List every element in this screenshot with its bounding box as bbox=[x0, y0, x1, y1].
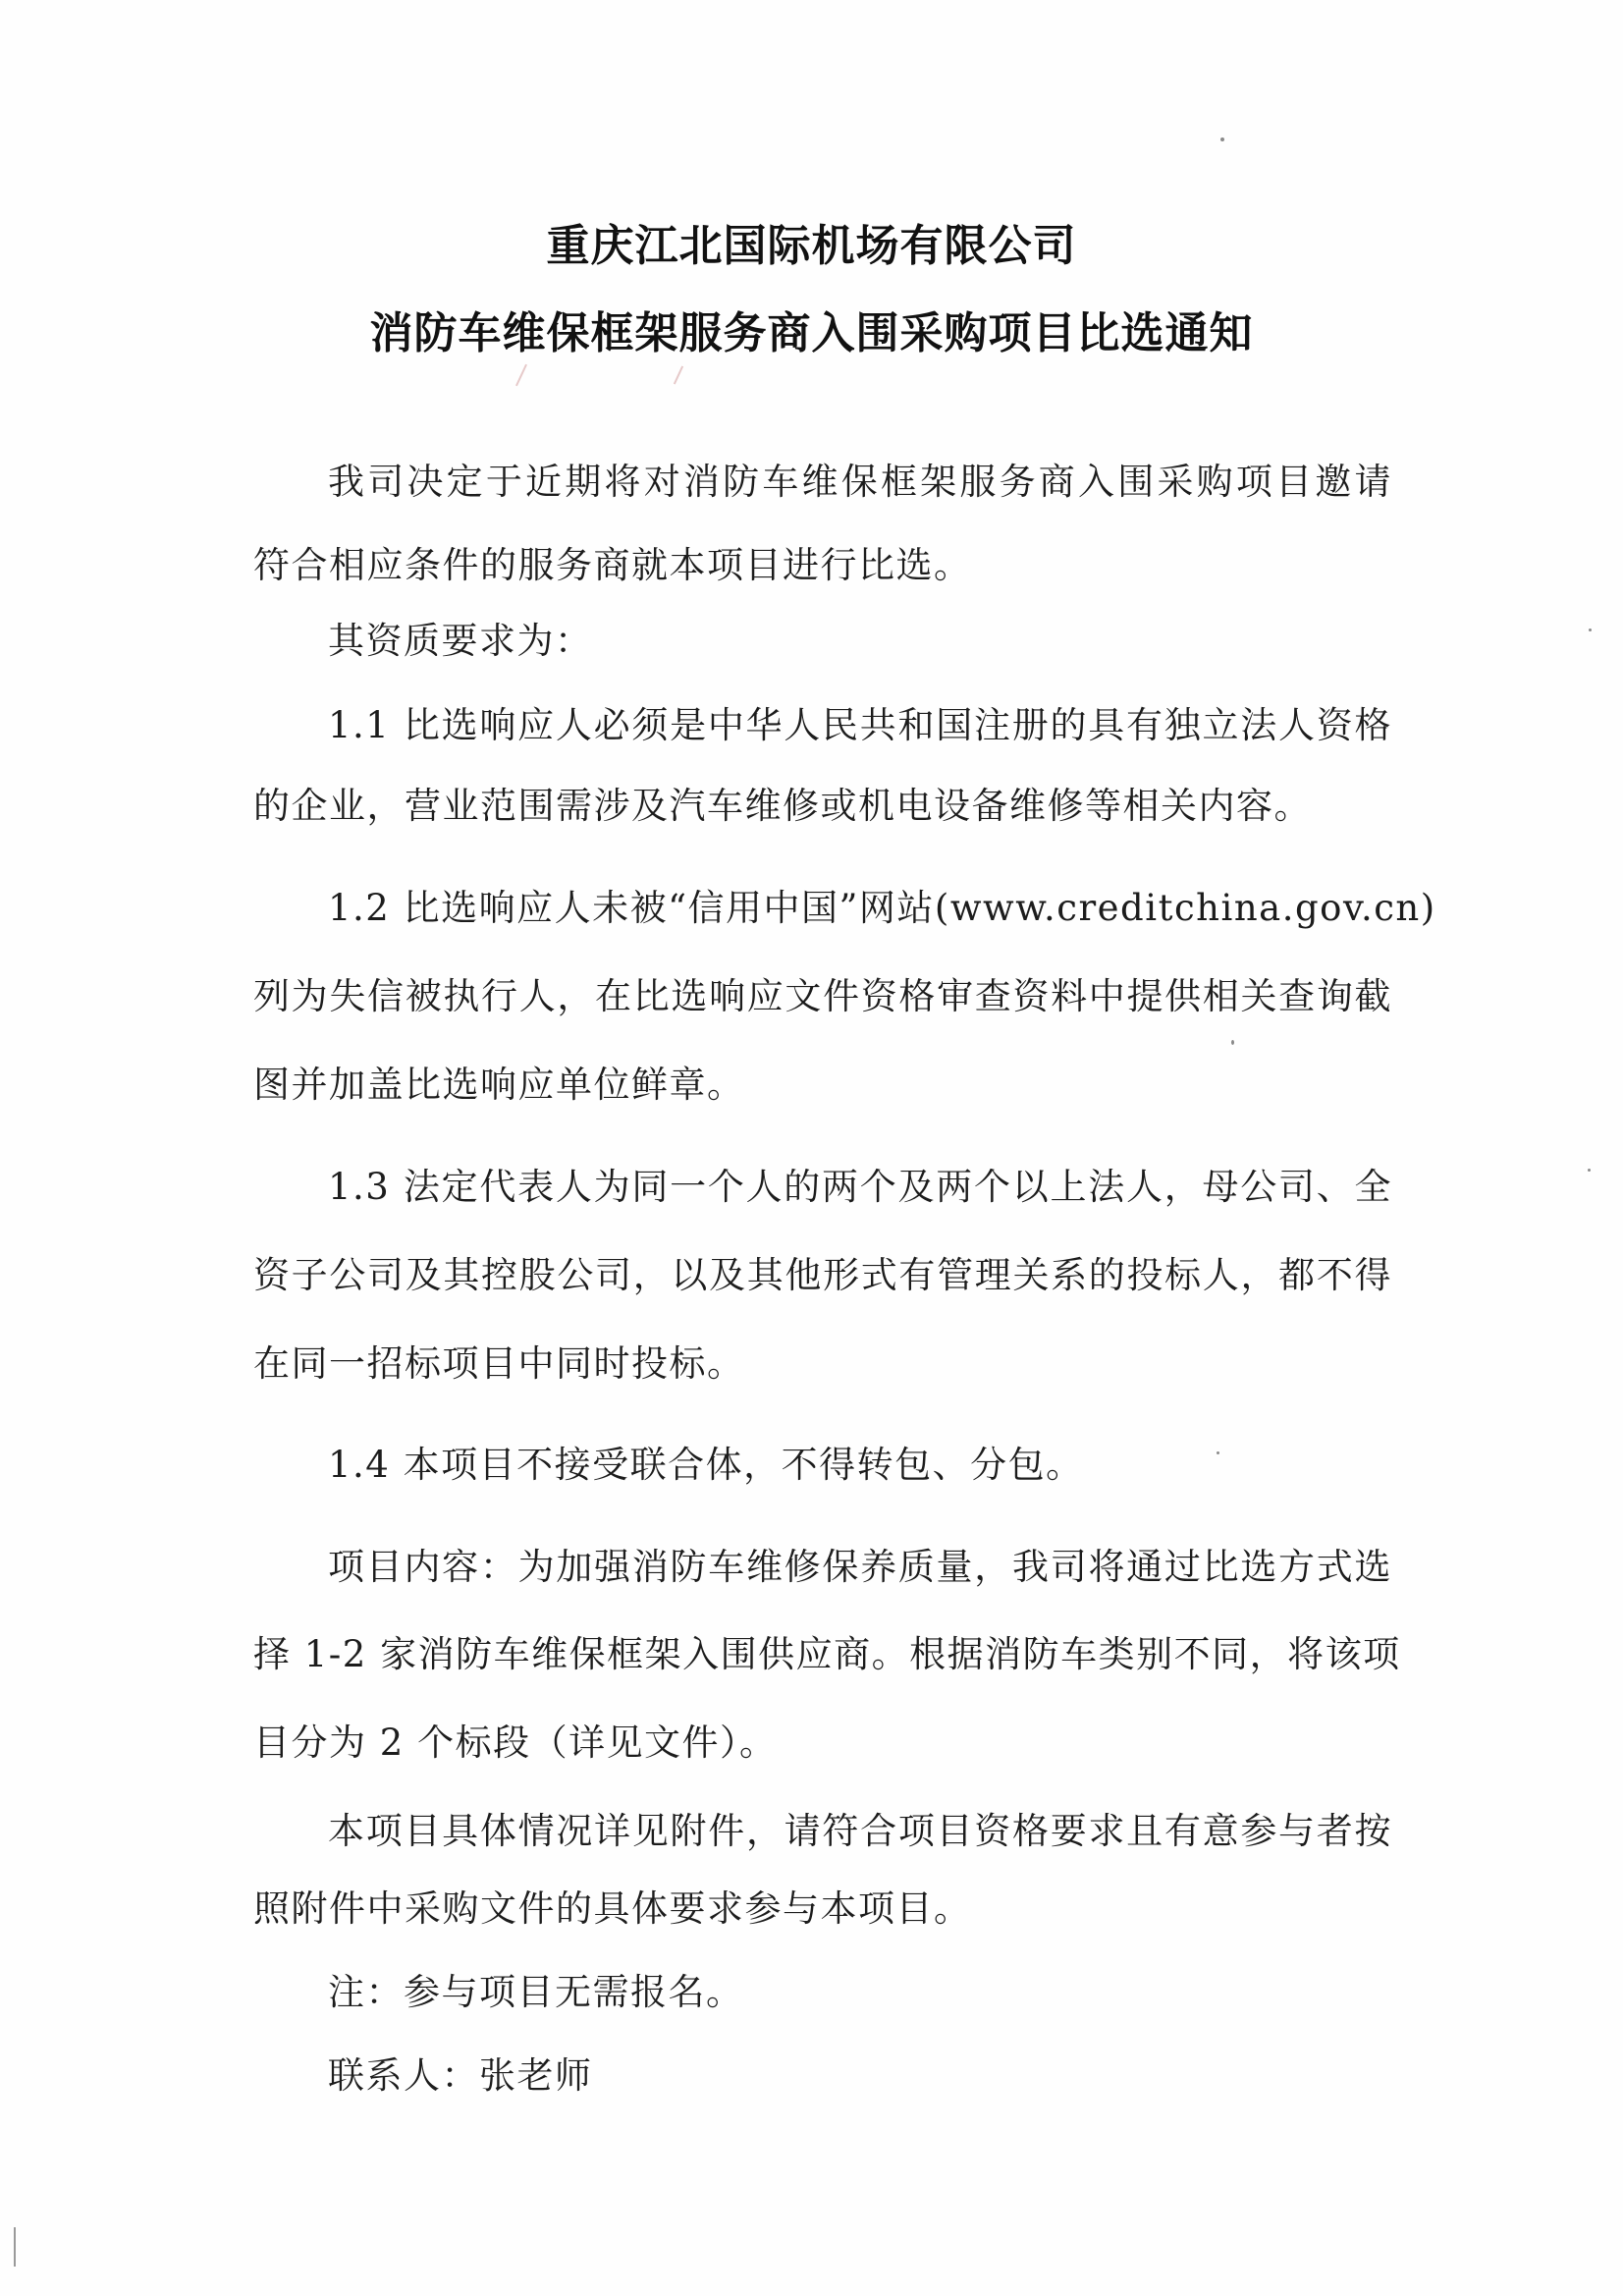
project-content-line-3: 目分为 2 个标段（详见文件）。 bbox=[253, 1722, 778, 1764]
requirement-1-1-line-1: 1.1 比选响应人必须是中华人民共和国注册的具有独立法人资格 bbox=[328, 704, 1392, 746]
scan-mark bbox=[515, 364, 527, 387]
scan-edge-mark bbox=[14, 2227, 16, 2267]
scan-speck bbox=[1217, 1451, 1219, 1454]
scan-speck bbox=[1231, 1040, 1234, 1045]
project-content-line-2: 择 1-2 家消防车维保框架入围供应商。根据消防车类别不同，将该项 bbox=[253, 1633, 1401, 1675]
requirement-1-2-line-2: 列为失信被执行人，在比选响应文件资格审查资料中提供相关查询截 bbox=[253, 975, 1392, 1017]
attachment-note-line-2: 照附件中采购文件的具体要求参与本项目。 bbox=[253, 1887, 972, 1930]
requirement-1-3-line-1: 1.3 法定代表人为同一个人的两个及两个以上法人，母公司、全 bbox=[328, 1166, 1392, 1208]
requirement-1-2-line-3: 图并加盖比选响应单位鲜章。 bbox=[253, 1064, 745, 1106]
document-title-notice: 消防车维保框架服务商入围采购项目比选通知 bbox=[369, 308, 1254, 358]
qualification-heading: 其资质要求为： bbox=[328, 620, 593, 662]
scan-speck bbox=[1589, 629, 1592, 631]
scan-speck bbox=[1588, 1169, 1591, 1172]
paragraph-intro-line-2: 符合相应条件的服务商就本项目进行比选。 bbox=[253, 544, 972, 586]
requirement-1-3-line-2: 资子公司及其控股公司，以及其他形式有管理关系的投标人，都不得 bbox=[253, 1254, 1392, 1296]
contact-person: 联系人：张老师 bbox=[328, 2054, 593, 2097]
scan-mark bbox=[674, 366, 683, 385]
project-content-line-1: 项目内容：为加强消防车维修保养质量，我司将通过比选方式选 bbox=[328, 1546, 1392, 1588]
requirement-1-1-line-2: 的企业，营业范围需涉及汽车维修或机电设备维修等相关内容。 bbox=[253, 785, 1312, 827]
requirement-1-3-line-3: 在同一招标项目中同时投标。 bbox=[253, 1342, 745, 1385]
document-title-company: 重庆江北国际机场有限公司 bbox=[546, 221, 1077, 271]
scan-speck bbox=[1220, 137, 1224, 141]
registration-note: 注：参与项目无需报名。 bbox=[328, 1971, 744, 2013]
requirement-1-4: 1.4 本项目不接受联合体，不得转包、分包。 bbox=[328, 1444, 1084, 1486]
requirement-1-2-line-1: 1.2 比选响应人未被“信用中国”网站(www.creditchina.gov.cn) bbox=[328, 887, 1436, 929]
paragraph-intro-line-1: 我司决定于近期将对消防车维保框架服务商入围采购项目邀请 bbox=[328, 461, 1392, 503]
attachment-note-line-1: 本项目具体情况详见附件，请符合项目资格要求且有意参与者按 bbox=[328, 1810, 1392, 1852]
